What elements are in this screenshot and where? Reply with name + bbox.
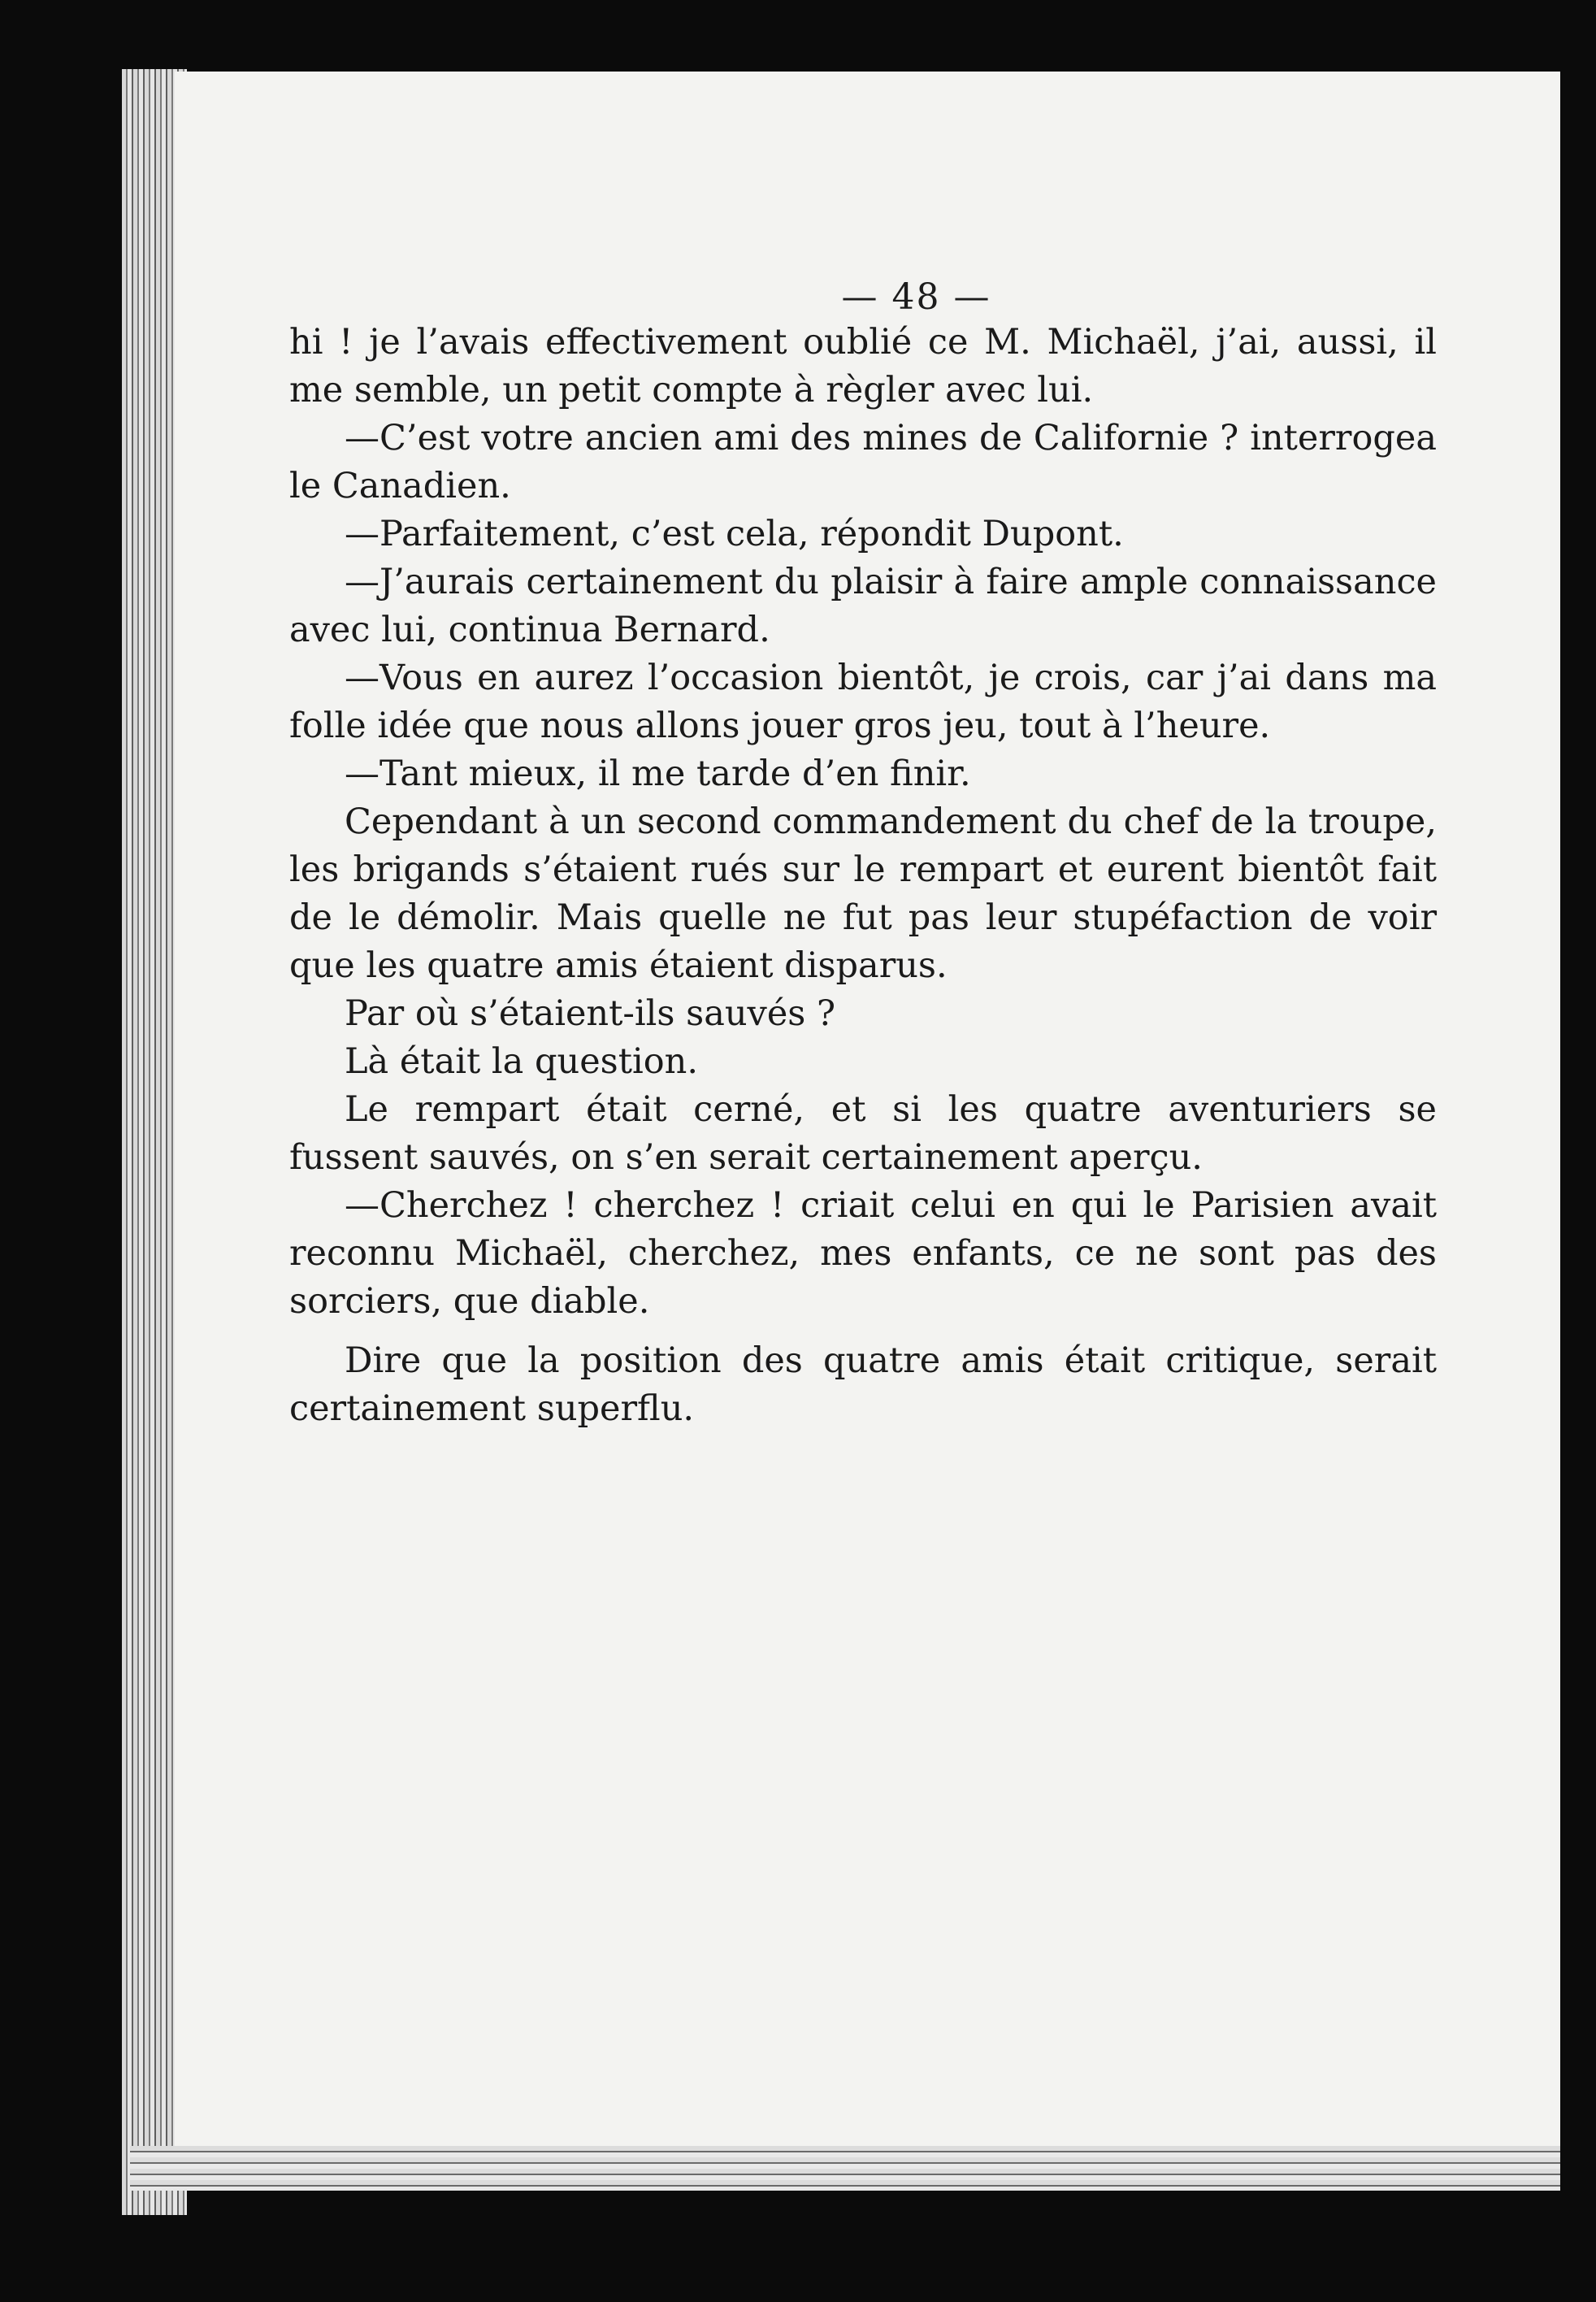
paragraph: —J’aurais certainement du plaisir à faire ample connaissance avec lui, continua Bernard.	[289, 562, 1437, 650]
page-edges-bottom	[130, 2146, 1560, 2191]
paragraph: Dire que la position des quatre amis était critique, serait certainement superflu.	[289, 1340, 1437, 1429]
paragraph: —Tant mieux, il me tarde d’en finir.	[345, 754, 971, 794]
paragraph: Là était la question.	[345, 1041, 698, 1082]
paragraph: —Vous en aurez l’occasion bientôt, je crois, car j’ai dans ma folle idée que nous allons jouer gros jeu, tout à l’heure.	[289, 658, 1437, 746]
paragraph: hi ! je l’avais effectivement oublié ce M. Michaël, j’ai, aussi, il me semble, un petit compte à règler avec lui.	[289, 322, 1437, 410]
paragraph: —Cherchez ! cherchez ! criait celui en qui le Parisien avait reconnu Michaël, cherchez, mes enfants, ce ne sont pas des sorciers, que diable.	[289, 1185, 1437, 1322]
paragraph: Cependant à un second commandement du chef de la troupe, les brigands s’étaient rués sur le rempart et eurent bientôt fait de le démolir. Mais quelle ne fut pas leur stupéfaction de voir que les quatre amis étaient disparus.	[289, 801, 1437, 986]
paragraph: Le rempart était cerné, et si les quatre aventuriers se fussent sauvés, on s’en serait certainement aperçu.	[289, 1089, 1437, 1178]
page-number: — 48 —	[841, 276, 991, 318]
body-text	[289, 319, 1437, 1433]
paragraph: —Parfaitement, c’est cela, répondit Dupont.	[345, 514, 1124, 554]
paragraph: —C’est votre ancien ami des mines de Californie ? interrogea le Canadien.	[289, 418, 1437, 506]
paragraph: Par où s’étaient-ils sauvés ?	[345, 993, 836, 1034]
